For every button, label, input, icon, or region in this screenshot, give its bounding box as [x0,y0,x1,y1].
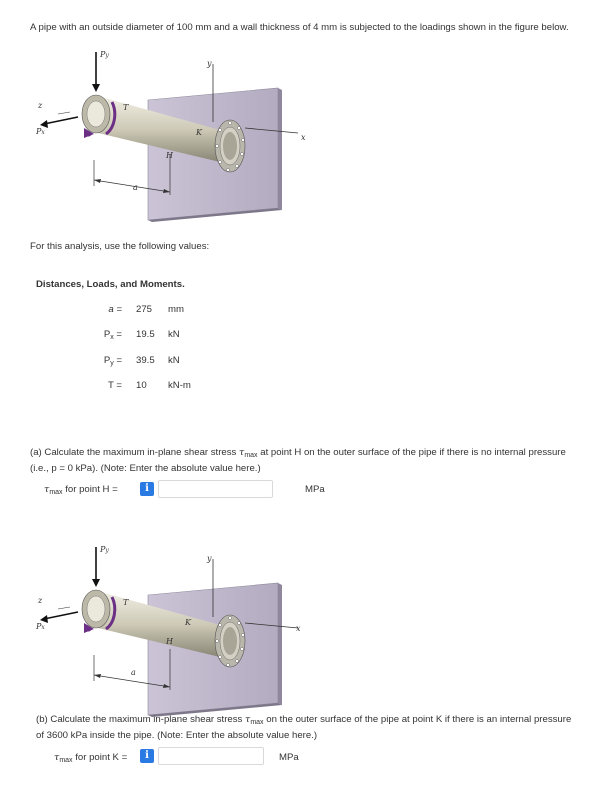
problem-statement: A pipe with an outside diameter of 100 mm and a wall thickness of 4 mm is subjected to the loadings shown in the figure below. [30,22,569,33]
value: 19.5 [136,329,155,340]
use-values-text: For this analysis, use the following values: [30,241,210,252]
answer-a-unit: MPa [305,484,325,495]
answer-b-input[interactable] [158,747,264,765]
info-button-a[interactable]: i [140,482,154,496]
label-k-1: K [196,128,202,137]
value-row-a [82,304,222,318]
answer-a-label: $\tau_{max}$ for point H = [44,484,118,496]
unit: mm [168,304,184,315]
label-px-1: Px [36,127,45,136]
label-y-2: y [207,554,212,563]
value-row-t [82,380,222,394]
pipe-figure-2 [30,545,320,717]
unit: kN [168,329,180,340]
label-x-1: x [301,133,306,142]
label-py-2: Py [100,545,109,554]
label-t-1: T [123,103,129,112]
label-z-1: z [38,101,43,110]
distances-title: Distances, Loads, and Moments. [36,279,185,290]
question-a: (a) Calculate the maximum in-plane shear stress $\tau_{max}$ at point H on the outer surface of the pipe if there is no internal pressure (i.e., p = 0 kPa). (Note: Enter the absolute value here.) [30,447,566,474]
value: 275 [136,304,153,315]
value-label: $P_x$ = [103,329,122,341]
value: 10 [136,380,147,391]
answer-b-unit: MPa [279,752,299,763]
answer-a-input[interactable] [158,480,273,498]
unit: kN [168,355,180,366]
label-y-1: y [207,59,212,68]
label-px-2: Px [36,622,45,631]
value-label: $P_y$ = [103,355,122,367]
value: 39.5 [136,355,155,366]
unit: kN-m [168,380,191,391]
pipe-figure-1 [30,50,320,222]
value-label: T = [108,380,122,391]
answer-b-label: $\tau_{max}$ for point K = [54,752,128,764]
label-t-2: T [123,598,129,607]
label-py-1: Py [100,50,109,59]
label-a-2: a [131,668,136,677]
question-b: (b) Calculate the maximum in-plane shear stress $\tau_{max}$ on the outer surface of the pipe at point K if there is an internal pressure of 3600 kPa inside the pipe. (Note: Enter the absolute value here.) [36,714,572,741]
label-k-2: K [185,618,191,627]
label-x-2: x [296,624,301,633]
value-row-py [82,355,222,369]
label-h-2: H [166,637,173,646]
value-label: a = [108,304,122,315]
label-a-1: a [133,183,138,192]
info-button-b[interactable]: i [140,749,154,763]
label-h-1: H [166,151,173,160]
label-z-2: z [38,596,43,605]
value-row-px [82,329,222,343]
